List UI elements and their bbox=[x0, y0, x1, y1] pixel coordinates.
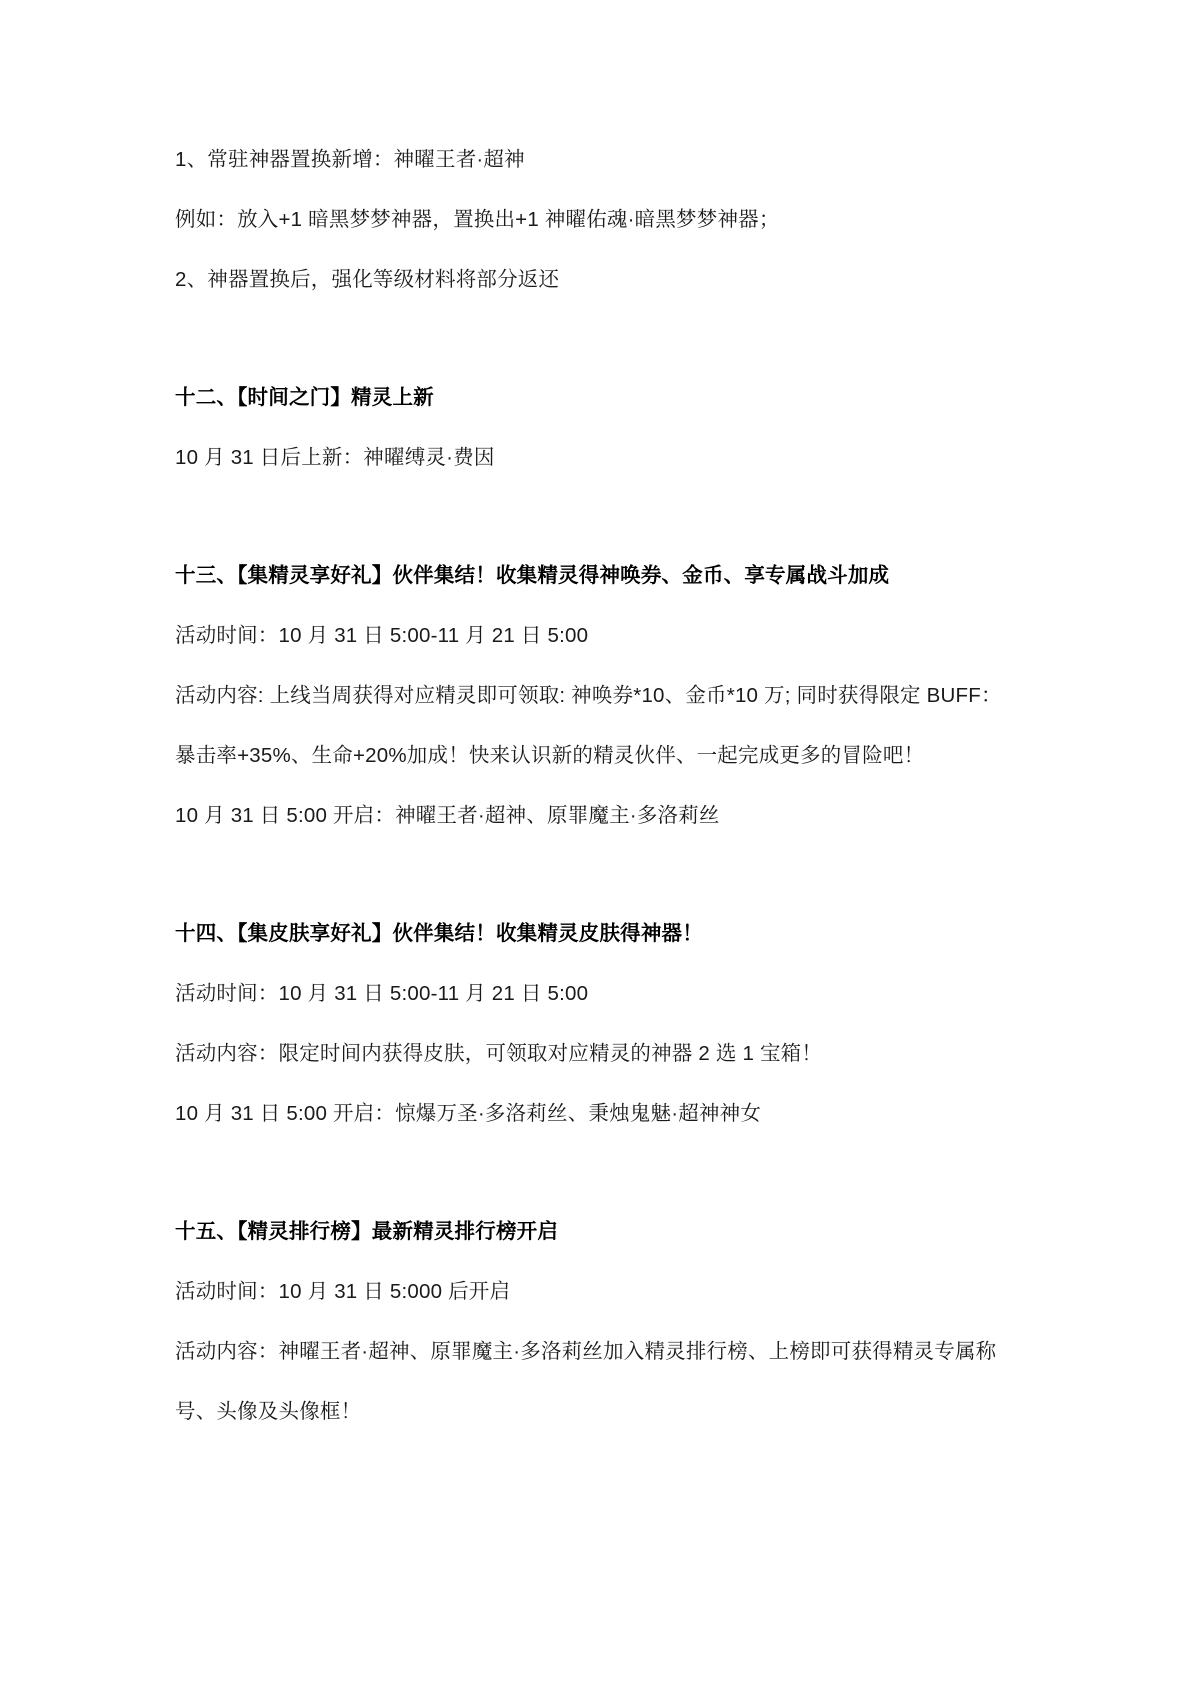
section-heading-12: 十二、【时间之门】精灵上新 bbox=[175, 386, 434, 409]
section-15-event-time: 活动时间：10 月 31 日 5:000 后开启 bbox=[175, 1280, 511, 1303]
section-14-open-list: 10 月 31 日 5:00 开启：惊爆万圣·多洛莉丝、秉烛鬼魅·超神神女 bbox=[175, 1102, 762, 1125]
section-14-event-content: 活动内容：限定时间内获得皮肤，可领取对应精灵的神器 2 选 1 宝箱！ bbox=[175, 1042, 823, 1065]
section-14-event-time: 活动时间：10 月 31 日 5:00-11 月 21 日 5:00 bbox=[175, 982, 589, 1005]
section-spacer-3 bbox=[175, 846, 1015, 904]
section-heading-14: 十四、【集皮肤享好礼】伙伴集结！收集精灵皮肤得神器！ bbox=[175, 922, 703, 945]
section-13-event-content-line-1: 活动内容: 上线当周获得对应精灵即可领取: 神唤券*10、金币*10 万; 同时获得限定 BUFF： bbox=[175, 684, 1002, 707]
document-body bbox=[175, 130, 1015, 1442]
section-15-event-content-line-1: 活动内容：神曜王者·超神、原罪魔主·多洛莉丝加入精灵排行榜、上榜即可获得精灵专属称 bbox=[175, 1340, 997, 1363]
section-spacer-4 bbox=[175, 1144, 1015, 1202]
section-heading-13: 十三、【集精灵享好礼】伙伴集结！收集精灵得神唤券、金币、享专属战斗加成 bbox=[175, 564, 890, 587]
artifact-exchange-item-2: 2、神器置换后，强化等级材料将部分返还 bbox=[175, 268, 560, 291]
artifact-exchange-example: 例如：放入+1 暗黑梦梦神器，置换出+1 神曜佑魂·暗黑梦梦神器； bbox=[175, 208, 780, 231]
section-13-event-time: 活动时间：10 月 31 日 5:00-11 月 21 日 5:00 bbox=[175, 624, 589, 647]
section-15-event-content-line-2: 号、头像及头像框！ bbox=[175, 1400, 362, 1423]
section-spacer-2 bbox=[175, 488, 1015, 546]
section-13-event-content-line-2: 暴击率+35%、生命+20%加成！快来认识新的精灵伙伴、一起完成更多的冒险吧！ bbox=[175, 744, 925, 767]
section-13-open-list: 10 月 31 日 5:00 开启：神曜王者·超神、原罪魔主·多洛莉丝 bbox=[175, 804, 720, 827]
section-12-new-spirit: 10 月 31 日后上新：神曜缚灵·费因 bbox=[175, 446, 495, 469]
artifact-exchange-item-1: 1、常驻神器置换新增：神曜王者·超神 bbox=[175, 148, 525, 171]
section-spacer-1 bbox=[175, 310, 1015, 368]
section-heading-15: 十五、【精灵排行榜】最新精灵排行榜开启 bbox=[175, 1220, 559, 1243]
